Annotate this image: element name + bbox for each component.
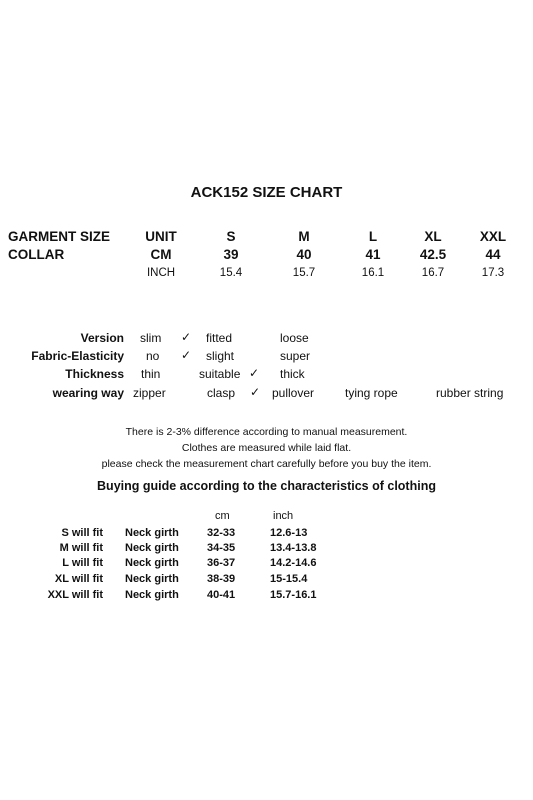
elasticity-option: super	[280, 349, 311, 363]
size-cm-value: 40	[296, 247, 312, 262]
guide-part: Neck girth	[125, 589, 179, 601]
guide-cm-header: cm	[215, 510, 230, 522]
thickness-option: thin	[141, 367, 161, 381]
guide-inch-value: 14.2-14.6	[270, 557, 317, 569]
garment-size-label: GARMENT SIZE	[8, 229, 111, 244]
unit-inch: INCH	[146, 267, 176, 279]
guide-cm-value: 36-37	[207, 557, 236, 569]
guide-inch-value: 13.4-13.8	[270, 542, 317, 554]
guide-part: Neck girth	[125, 527, 179, 539]
version-option: slim	[140, 331, 162, 345]
guide-inch-value: 15.7-16.1	[270, 589, 317, 601]
wearing-way-label: wearing way	[52, 386, 124, 400]
check-icon: ✓	[250, 385, 261, 399]
guide-cm-value: 32-33	[207, 527, 236, 539]
guide-cm-value: 34-35	[207, 542, 236, 554]
size-header: XL	[424, 229, 442, 244]
thickness-label: Thickness	[65, 367, 124, 381]
size-header: S	[226, 229, 236, 244]
chart-title: ACK152 SIZE CHART	[190, 184, 343, 201]
note-line: please check the measurement chart carefully before you buy the item.	[101, 458, 432, 470]
unit-header: UNIT	[145, 229, 177, 244]
guide-inch-value: 15-15.4	[270, 573, 308, 585]
size-header: M	[298, 229, 310, 244]
unit-cm: CM	[150, 247, 172, 262]
thickness-option: thick	[280, 367, 305, 381]
size-inch-value: 16.1	[361, 267, 385, 279]
size-header: L	[368, 229, 378, 244]
version-option: loose	[280, 331, 309, 345]
guide-fit-label: M will fit	[59, 542, 103, 554]
check-icon: ✓	[249, 366, 260, 380]
guide-inch-header: inch	[273, 510, 294, 522]
guide-fit-label: XXL will fit	[47, 589, 103, 601]
elasticity-option: slight	[206, 349, 235, 363]
wearing-option: clasp	[207, 386, 236, 400]
wearing-option: pullover	[272, 386, 315, 400]
size-inch-value: 15.7	[292, 267, 316, 279]
check-icon: ✓	[181, 348, 192, 362]
version-option: fitted	[206, 331, 233, 345]
guide-inch-value: 12.6-13	[270, 527, 308, 539]
guide-part: Neck girth	[125, 542, 179, 554]
buying-guide-title: Buying guide according to the characteristics of clothing	[97, 479, 436, 493]
size-cm-value: 39	[223, 247, 239, 262]
guide-part: Neck girth	[125, 557, 179, 569]
elasticity-label: Fabric-Elasticity	[31, 349, 124, 363]
size-cm-value: 42.5	[419, 247, 447, 262]
check-icon: ✓	[181, 330, 192, 344]
size-inch-value: 15.4	[219, 267, 243, 279]
thickness-option: suitable	[199, 367, 241, 381]
guide-cm-value: 40-41	[207, 589, 236, 601]
wearing-option: tying rope	[345, 386, 398, 400]
guide-fit-label: XL will fit	[54, 573, 103, 585]
guide-fit-label: L will fit	[62, 557, 103, 569]
size-header: XXL	[479, 229, 507, 244]
elasticity-option: no	[146, 349, 160, 363]
guide-cm-value: 38-39	[207, 573, 236, 585]
wearing-option: zipper	[133, 386, 166, 400]
guide-fit-label: S will fit	[61, 527, 103, 539]
collar-label: COLLAR	[8, 247, 65, 262]
guide-part: Neck girth	[125, 573, 179, 585]
note-line: There is 2-3% difference according to manual measurement.	[125, 426, 408, 438]
size-cm-value: 41	[365, 247, 381, 262]
note-line: Clothes are measured while laid flat.	[181, 442, 352, 454]
version-label: Version	[80, 331, 124, 345]
size-inch-value: 17.3	[481, 267, 505, 279]
wearing-option: rubber string	[436, 386, 504, 400]
size-cm-value: 44	[485, 247, 501, 262]
size-inch-value: 16.7	[421, 267, 445, 279]
